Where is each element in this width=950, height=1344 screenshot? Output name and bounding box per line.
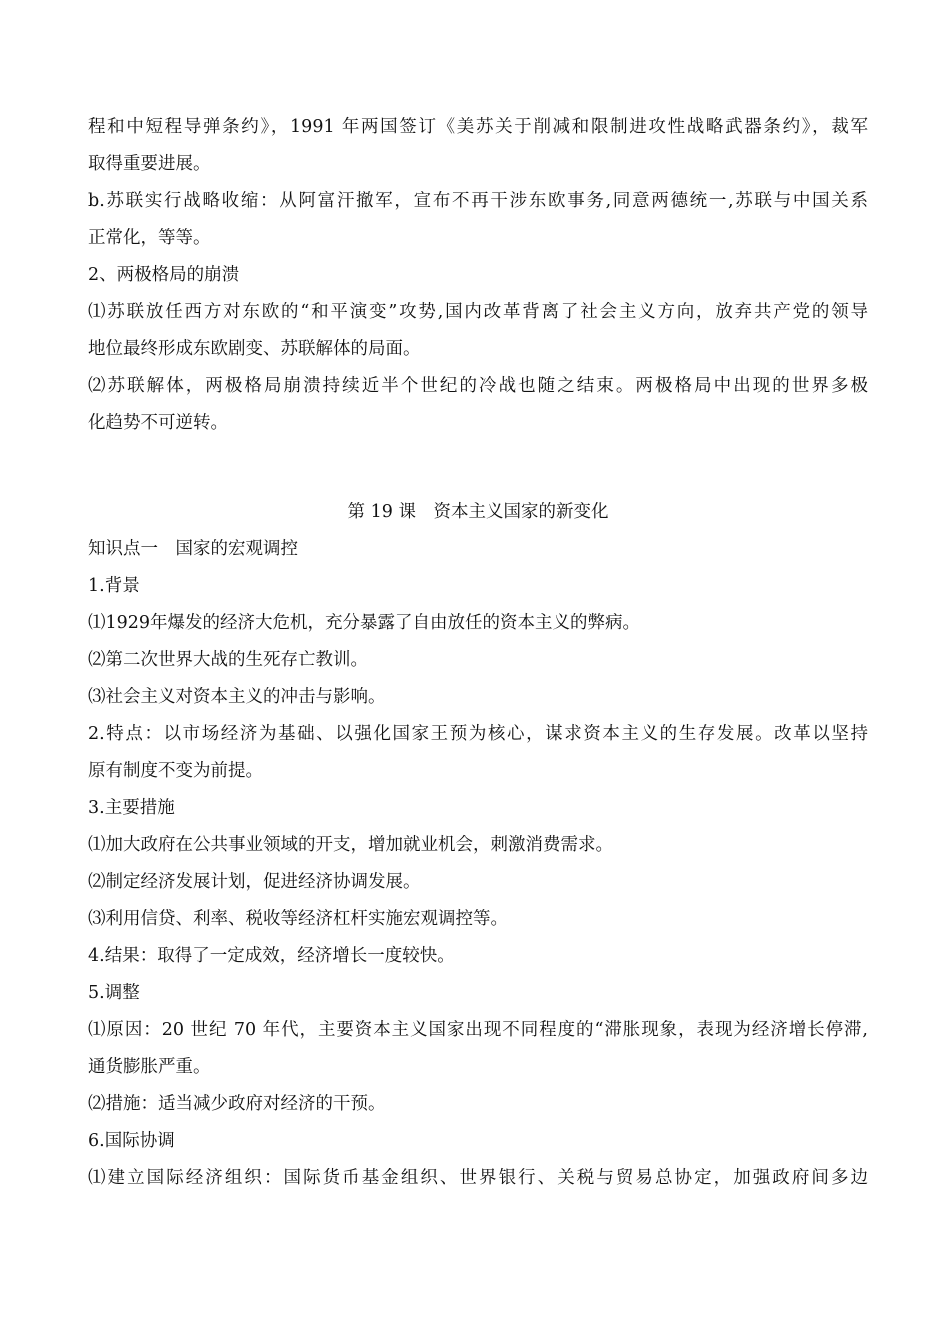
paragraph-line: ⑴建立国际经济组织：国际货币基金组织、世界银行、关税与贸易总协定，加强政府间多边 xyxy=(88,1168,868,1188)
paragraph-line: 程和中短程导弹条约》，1991 年两国签订《美苏关于削减和限制进攻性战略武器条约》，裁军 xyxy=(88,117,868,137)
paragraph-line: 4.结果：取得了一定成效，经济增长一度较快。 xyxy=(88,946,455,966)
paragraph-line: 地位最终形成东欧剧变、苏联解体的局面。 xyxy=(88,339,421,359)
list-item: ⑴加大政府在公共事业领域的开支，增加就业机会，刺激消费需求。 xyxy=(88,835,613,855)
list-item: ⑶利用信贷、利率、税收等经济杠杆实施宏观调控等。 xyxy=(88,909,508,929)
paragraph-line: 通货膨胀严重。 xyxy=(88,1057,211,1077)
paragraph-line: 2.特点：以市场经济为基础、以强化国家王预为核心，谋求资本主义的生存发展。改革以坚持 xyxy=(88,724,868,744)
paragraph-line: ⑴原因：20 世纪 70 年代，主要资本主义国家出现不同程度的“滞胀现象，表现为经济增长停滞, xyxy=(88,1020,868,1040)
section-heading: 6.国际协调 xyxy=(88,1131,175,1151)
knowledge-point-heading: 知识点一 国家的宏观调控 xyxy=(88,539,298,559)
section-heading: 3.主要措施 xyxy=(88,798,175,818)
paragraph-line: 化趋势不可逆转。 xyxy=(88,413,228,433)
paragraph-line: ⑵苏联解体，两极格局崩溃持续近半个世纪的冷战也随之结束。两极格局中出现的世界多极 xyxy=(88,376,868,396)
list-item: ⑵措施：适当减少政府对经济的干预。 xyxy=(88,1094,386,1114)
paragraph-line: 取得重要进展。 xyxy=(88,154,211,174)
lesson-title: 第 19 课 资本主义国家的新变化 xyxy=(347,502,609,522)
section-heading: 5.调整 xyxy=(88,983,140,1003)
section-heading: 1.背景 xyxy=(88,576,140,596)
section-heading: 2、两极格局的崩溃 xyxy=(88,265,240,285)
paragraph-line: b.苏联实行战略收缩：从阿富汗撤军，宣布不再干涉东欧事务,同意两德统一,苏联与中国关系 xyxy=(88,191,868,211)
list-item: ⑵制定经济发展计划，促进经济协调发展。 xyxy=(88,872,421,892)
list-item: ⑴1929年爆发的经济大危机，充分暴露了自由放任的资本主义的弊病。 xyxy=(88,613,641,633)
list-item: ⑵第二次世界大战的生死存亡教训。 xyxy=(88,650,368,670)
paragraph-line: ⑴苏联放任西方对东欧的“和平演变”攻势,国内改革背离了社会主义方向，放弃共产党的领导 xyxy=(88,302,868,322)
paragraph-line: 正常化，等等。 xyxy=(88,228,211,248)
list-item: ⑶社会主义对资本主义的冲击与影响。 xyxy=(88,687,386,707)
paragraph-line: 原有制度不变为前提。 xyxy=(88,761,263,781)
